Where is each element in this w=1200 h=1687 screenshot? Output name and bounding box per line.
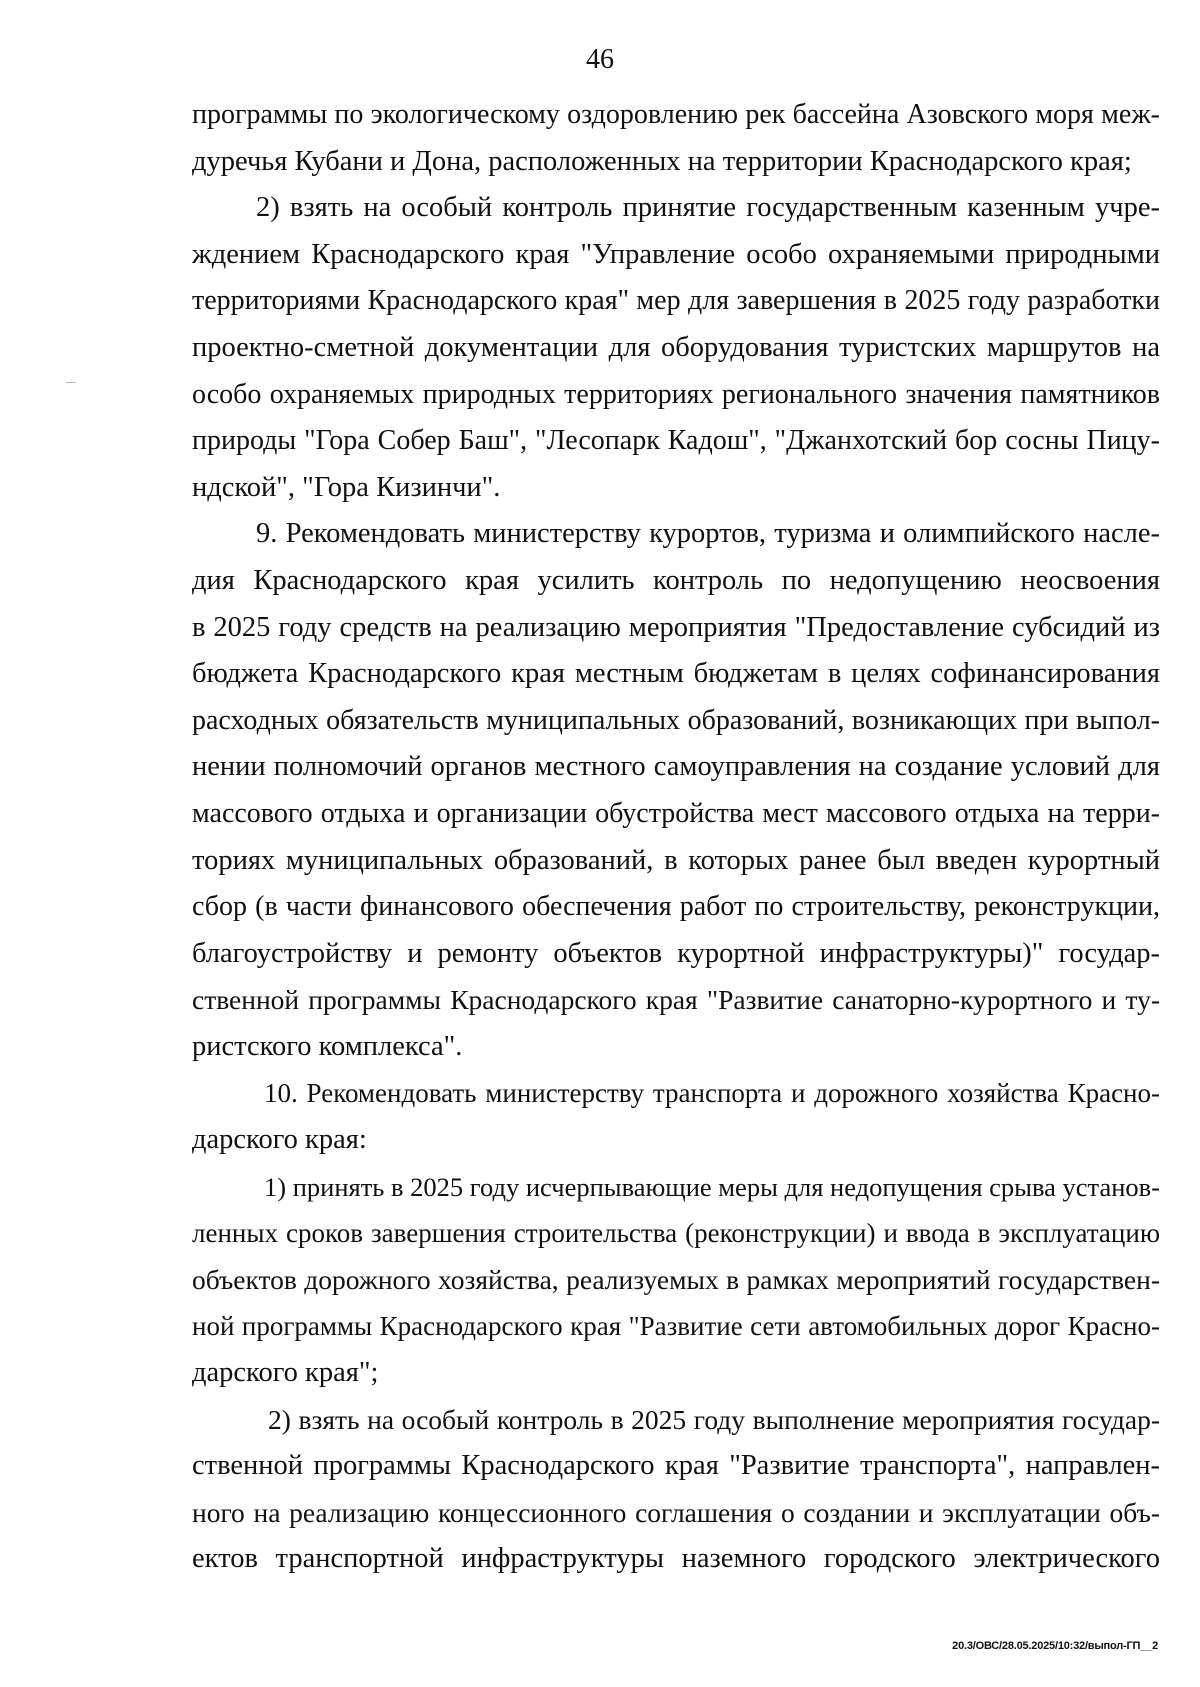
text-line: ектов транспортной инфраструктуры наземного городского электрического (192, 1543, 1160, 1575)
text-line: расходных обязательств муниципальных образований, возникающих при выпол- (192, 704, 1160, 736)
text-line: дарского края"; (192, 1357, 379, 1389)
text-line: 1) принять в 2025 году исчерпывающие меры для недопущения срыва установ- (264, 1171, 1160, 1202)
text-line: 9. Рекомендовать министерству курортов, туризма и олимпийского насле- (256, 518, 1160, 550)
text-line: проектно-сметной документации для оборудования туристских маршрутов на (192, 331, 1160, 363)
text-line: объектов дорожного хозяйства, реализуемых в рамках мероприятий государствен- (192, 1263, 1160, 1295)
text-line: массового отдыха и организации обустройства мест массового отдыха на терри- (192, 797, 1160, 829)
text-line: бюджета Краснодарского края местным бюджетам в целях софинансирования (192, 658, 1160, 690)
text-line: территориями Краснодарского края" мер для завершения в 2025 году разработки (192, 285, 1160, 317)
text-line: ристского комплекса". (192, 1030, 463, 1062)
document-body (192, 92, 1160, 1583)
text-line: нении полномочий органов местного самоуправления на создание условий для (192, 751, 1160, 783)
text-line: ственной программы Краснодарского края "Развитие санаторно-курортного и ту- (192, 984, 1160, 1016)
text-line: программы по экологическому оздоровлению рек бассейна Азовского моря меж- (192, 99, 1160, 130)
text-line: 2) взять на особый контроль в 2025 году выполнение мероприятия государ- (268, 1403, 1160, 1435)
text-line: сбор (в части финансового обеспечения работ по строительству, реконструкции, (192, 891, 1160, 923)
text-line: в 2025 году средств на реализацию мероприятия "Предоставление субсидий из (192, 611, 1160, 643)
text-line: ториях муниципальных образований, в которых ранее был введен курортный (192, 844, 1160, 876)
text-line: ждением Краснодарского края "Управление особо охраняемыми природными (192, 238, 1160, 270)
text-line: ленных сроков завершения строительства (реконструкции) и ввода в эксплуатацию (192, 1218, 1160, 1249)
text-line: дарского края: (192, 1124, 367, 1156)
text-line: 2) взять на особый контроль принятие государственным казенным учре- (256, 192, 1160, 224)
text-line: ной программы Краснодарского края "Развитие сети автомобильных дорог Красно- (192, 1311, 1160, 1342)
text-line: ственной программы Краснодарского края "Развитие транспорта", направлен- (192, 1450, 1160, 1482)
text-line: природы "Гора Собер Баш", "Лесопарк Кадош", "Джанхотский бор сосны Пицу- (192, 425, 1160, 457)
text-line: ного на реализацию концессионного соглашения о создании и эксплуатации объ- (192, 1496, 1160, 1528)
text-line: ндской", "Гора Кизинчи". (192, 471, 501, 503)
document-footer-code: 20.3/ОВС/28.05.2025/10:32/выпол-ГП__2 (952, 1640, 1158, 1652)
text-line: особо охраняемых природных территориях регионального значения памятников (192, 378, 1160, 410)
text-line: дия Краснодарского края усилить контроль по недопущению неосвоения (192, 564, 1160, 596)
text-line: дуречья Кубани и Дона, расположенных на территории Краснодарского края; (192, 145, 1132, 177)
text-line: 10. Рекомендовать министерству транспорта и дорожного хозяйства Красно- (264, 1078, 1160, 1109)
text-line: благоустройству и ремонту объектов курортной инфраструктуры)" государ- (192, 937, 1160, 969)
page-number: 46 (586, 44, 614, 75)
margin-mark (66, 382, 76, 383)
